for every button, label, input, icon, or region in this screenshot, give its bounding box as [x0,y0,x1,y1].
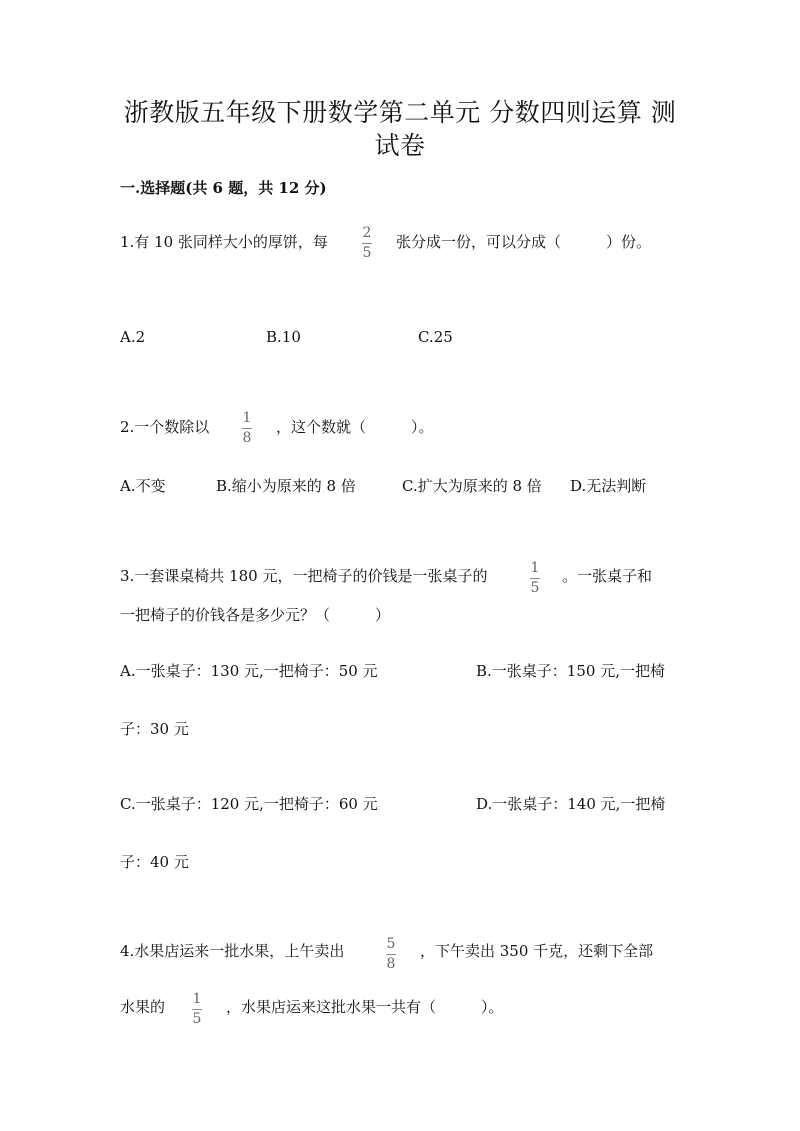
q3-text-part3: 一把椅子的价钱各是多少元？（ ） [120,606,391,624]
q3-option-d-cont: 子：40 元 [120,853,189,871]
q2-option-d: D.无法判断 [570,477,647,495]
q3-fraction-denominator: 5 [530,580,540,596]
q1-option-a: A.2 [120,328,146,346]
q2-fraction-numerator: 1 [242,410,252,426]
page-title [120,96,680,162]
q1-fraction-denominator: 5 [362,245,372,261]
q2-fraction [242,410,252,447]
fraction-bar [192,1009,202,1010]
q4-text-part3: 水果的 [120,998,166,1016]
q3-option-a: A.一张桌子：130 元,一把椅子：50 元 [120,662,378,680]
q4-fraction-1 [386,936,396,973]
q2-option-a: A.不变 [120,477,166,495]
q1-text-part1: 1.有 10 张同样大小的厚饼，每 [120,233,328,251]
q3-option-b: B.一张桌子：150 元,一把椅 [476,662,665,680]
q4-text-part4: ，水果店运来这批水果一共有（ ）。 [226,998,504,1016]
q4-fraction-2-denominator: 5 [192,1011,202,1027]
fraction-bar [362,243,372,244]
q4-text-part2: ，下午卖出 350 千克，还剩下全部 [420,942,654,960]
fraction-bar [242,428,252,429]
q3-text-part2: 。一张桌子和 [562,567,653,585]
q1-option-b: B.10 [266,328,301,346]
q3-option-b-cont: 子：30 元 [120,720,189,738]
q3-text-part1: 3.一套课桌椅共 180 元，一把椅子的价钱是一张桌子的 [120,567,488,585]
fraction-bar [386,954,396,955]
q4-fraction-1-numerator: 5 [386,936,396,952]
q2-text-part2: ，这个数就（ ）。 [276,418,434,436]
q4-text-part1: 4.水果店运来一批水果，上午卖出 [120,942,345,960]
q3-option-d: D.一张桌子：140 元,一把椅 [476,795,666,813]
q3-fraction-numerator: 1 [530,560,540,576]
q1-fraction-numerator: 2 [362,225,372,241]
q1-option-c: C.25 [418,328,453,346]
q1-fraction [362,225,372,262]
q1-text-part2: 张分成一份，可以分成（ ）份。 [396,233,652,251]
q2-text-part1: 2.一个数除以 [120,418,210,436]
q2-option-b: B.缩小为原来的 8 倍 [216,477,356,495]
q2-option-c: C.扩大为原来的 8 倍 [402,477,542,495]
q3-fraction [530,560,540,597]
title-line-2: 试卷 [374,131,426,160]
q3-option-c: C.一张桌子：120 元,一把椅子：60 元 [120,795,378,813]
q4-fraction-1-denominator: 8 [386,956,396,972]
fraction-bar [530,578,540,579]
q4-fraction-2-numerator: 1 [192,991,202,1007]
section-heading: 一.选择题(共 6 题，共 12 分) [120,179,327,197]
title-line-1: 浙教版五年级下册数学第二单元 分数四则运算 测 [123,98,677,127]
q4-fraction-2 [192,991,202,1028]
q2-fraction-denominator: 8 [242,430,252,446]
